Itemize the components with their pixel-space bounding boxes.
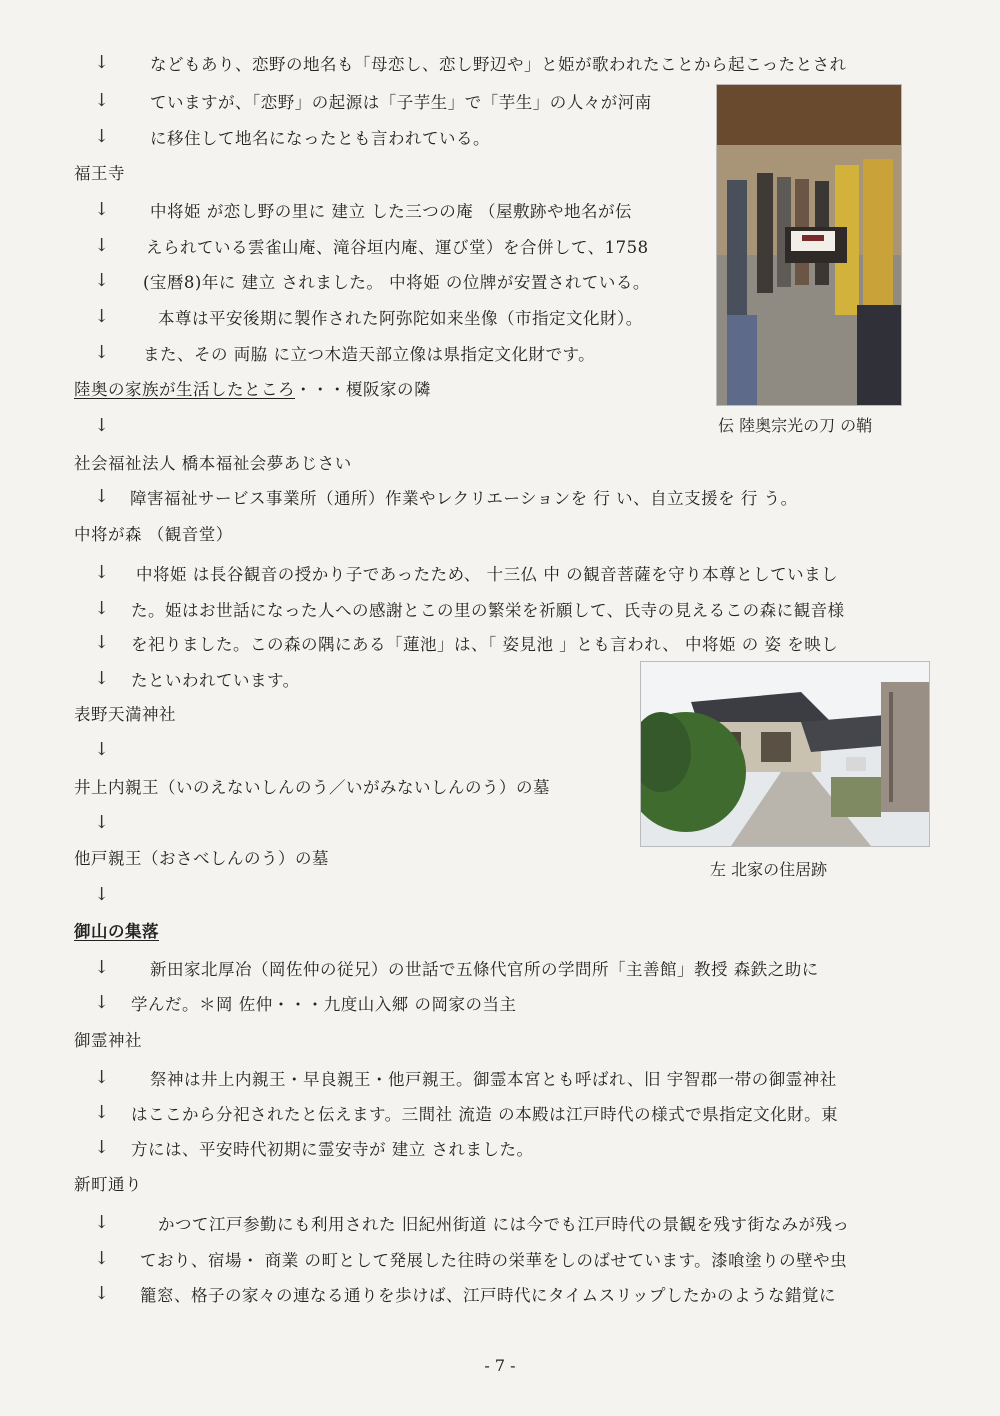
arrow-icon: ↓	[94, 90, 110, 111]
arrow-icon: ↓	[94, 668, 110, 689]
body-line: かつて江戸参勤にも利用された 旧紀州街道 には今でも江戸時代の景観を残す街なみが残っ	[158, 1215, 850, 1234]
section-heading-mutsu-tail: ・・・榎阪家の隣	[295, 380, 431, 399]
body-line: 中将姫 は長谷観音の授かり子であったため、 十三仏 中 の観音菩薩を守り本尊としていまし	[136, 565, 839, 584]
body-line: た。姫はお世話になった人への感謝とこの里の繁栄を祈願して、氏寺の見えるこの森に観音様	[131, 601, 845, 620]
body-line: 新田家北厚冶（岡佐仲の従兄）の世話で五條代官所の学問所「主善館」教授 森鉄之助に	[150, 960, 819, 979]
photo-sword-sheath-caption: 伝 陸奥宗光の刀 の鞘	[718, 416, 873, 435]
arrow-icon: ↓	[94, 812, 110, 833]
arrow-icon: ↓	[94, 1067, 110, 1088]
section-heading-osabe: 他戸親王（おさべしんのう）の墓	[74, 849, 329, 868]
section-heading-hyono: 表野天満神社	[74, 705, 176, 724]
section-heading-inoue: 井上内親王（いのえないしんのう／いがみないしんのう）の墓	[74, 778, 550, 797]
section-heading-ajisai: 社会福祉法人 橋本福祉会夢あじさい	[74, 454, 352, 473]
body-line: に移住して地名になったとも言われている。	[150, 129, 490, 148]
arrow-icon: ↓	[94, 632, 110, 653]
body-line: ており、宿場・ 商業 の町として発展した往時の栄華をしのばせています。漆喰塗りの壁や虫	[140, 1251, 848, 1270]
arrow-icon: ↓	[94, 884, 110, 905]
body-line: 方には、平安時代初期に霊安寺が 建立 されました。	[131, 1140, 534, 1159]
section-heading-miyama: 御山の集落	[74, 922, 159, 941]
body-line: えられている雲雀山庵、滝谷垣内庵、運び堂）を合併して、1758	[146, 238, 649, 257]
body-line: 籠窓、格子の家々の連なる通りを歩けば、江戸時代にタイムスリップしたかのような錯覚に	[140, 1286, 837, 1305]
arrow-icon: ↓	[94, 1102, 110, 1123]
photo-kitake-residence-image	[641, 662, 929, 846]
arrow-icon: ↓	[94, 1248, 110, 1269]
photo-sword-sheath-image	[717, 85, 901, 405]
body-line: 本尊は平安後期に製作された阿弥陀如来坐像（市指定文化財）。	[158, 309, 643, 328]
section-heading-chujogamori: 中将が森 （観音堂）	[74, 525, 233, 544]
body-line: 障害福祉サービス事業所（通所）作業やレクリエーションを 行 い、自立支援を 行 う。	[130, 489, 798, 508]
body-line: などもあり、恋野の地名も「母恋し、恋し野辺や」と姫が歌われたことから起こったとされ	[150, 55, 847, 74]
arrow-icon: ↓	[94, 739, 110, 760]
arrow-icon: ↓	[94, 415, 110, 436]
photo-kitake-residence	[640, 661, 930, 847]
arrow-icon: ↓	[94, 306, 110, 327]
arrow-icon: ↓	[94, 52, 110, 73]
body-line: を祀りました。この森の隅にある「蓮池」は、「 姿見池 」とも言われ、 中将姫 の 姿 を映し	[131, 635, 839, 654]
photo-sword-sheath	[716, 84, 902, 406]
photo-kitake-residence-caption: 左 北家の住居跡	[710, 860, 828, 879]
arrow-icon: ↓	[94, 486, 110, 507]
body-line: 中将姫 が恋し野の里に 建立 した三つの庵 （屋敷跡や地名が伝	[150, 202, 632, 221]
arrow-icon: ↓	[94, 562, 110, 583]
section-heading-mutsu-title: 陸奥の家族が生活したところ	[74, 380, 295, 399]
arrow-icon: ↓	[94, 235, 110, 256]
page-number: - 7 -	[484, 1356, 516, 1375]
arrow-icon: ↓	[94, 598, 110, 619]
arrow-icon: ↓	[94, 342, 110, 363]
body-line: 学んだ。＊岡 佐仲・・・九度山入郷 の岡家の当主	[131, 995, 517, 1014]
section-heading-goryo: 御霊神社	[74, 1031, 142, 1050]
arrow-icon: ↓	[94, 126, 110, 147]
arrow-icon: ↓	[94, 199, 110, 220]
section-heading-mutsu	[74, 379, 431, 401]
arrow-icon: ↓	[94, 1137, 110, 1158]
body-line: (宝暦8)年に 建立 されました。 中将姫 の位牌が安置されている。	[143, 273, 650, 292]
body-line: ていますが、「恋野」の起源は「子芋生」で「芋生」の人々が河南	[150, 93, 652, 112]
body-line: また、その 両脇 に立つ木造天部立像は県指定文化財です。	[143, 345, 596, 364]
arrow-icon: ↓	[94, 992, 110, 1013]
body-line: 祭神は井上内親王・早良親王・他戸親王。御霊本宮とも呼ばれ、旧 宇智郡一帯の御霊神社	[150, 1070, 837, 1089]
section-heading-fukuoji: 福王寺	[74, 164, 125, 183]
arrow-icon: ↓	[94, 957, 110, 978]
arrow-icon: ↓	[94, 1212, 110, 1233]
arrow-icon: ↓	[94, 270, 110, 291]
section-heading-shinmachi: 新町通り	[74, 1175, 142, 1194]
arrow-icon: ↓	[94, 1283, 110, 1304]
body-line: たといわれています。	[131, 671, 300, 690]
body-line: はここから分祀されたと伝えます。三間社 流造 の本殿は江戸時代の様式で県指定文化財。東	[131, 1105, 839, 1124]
